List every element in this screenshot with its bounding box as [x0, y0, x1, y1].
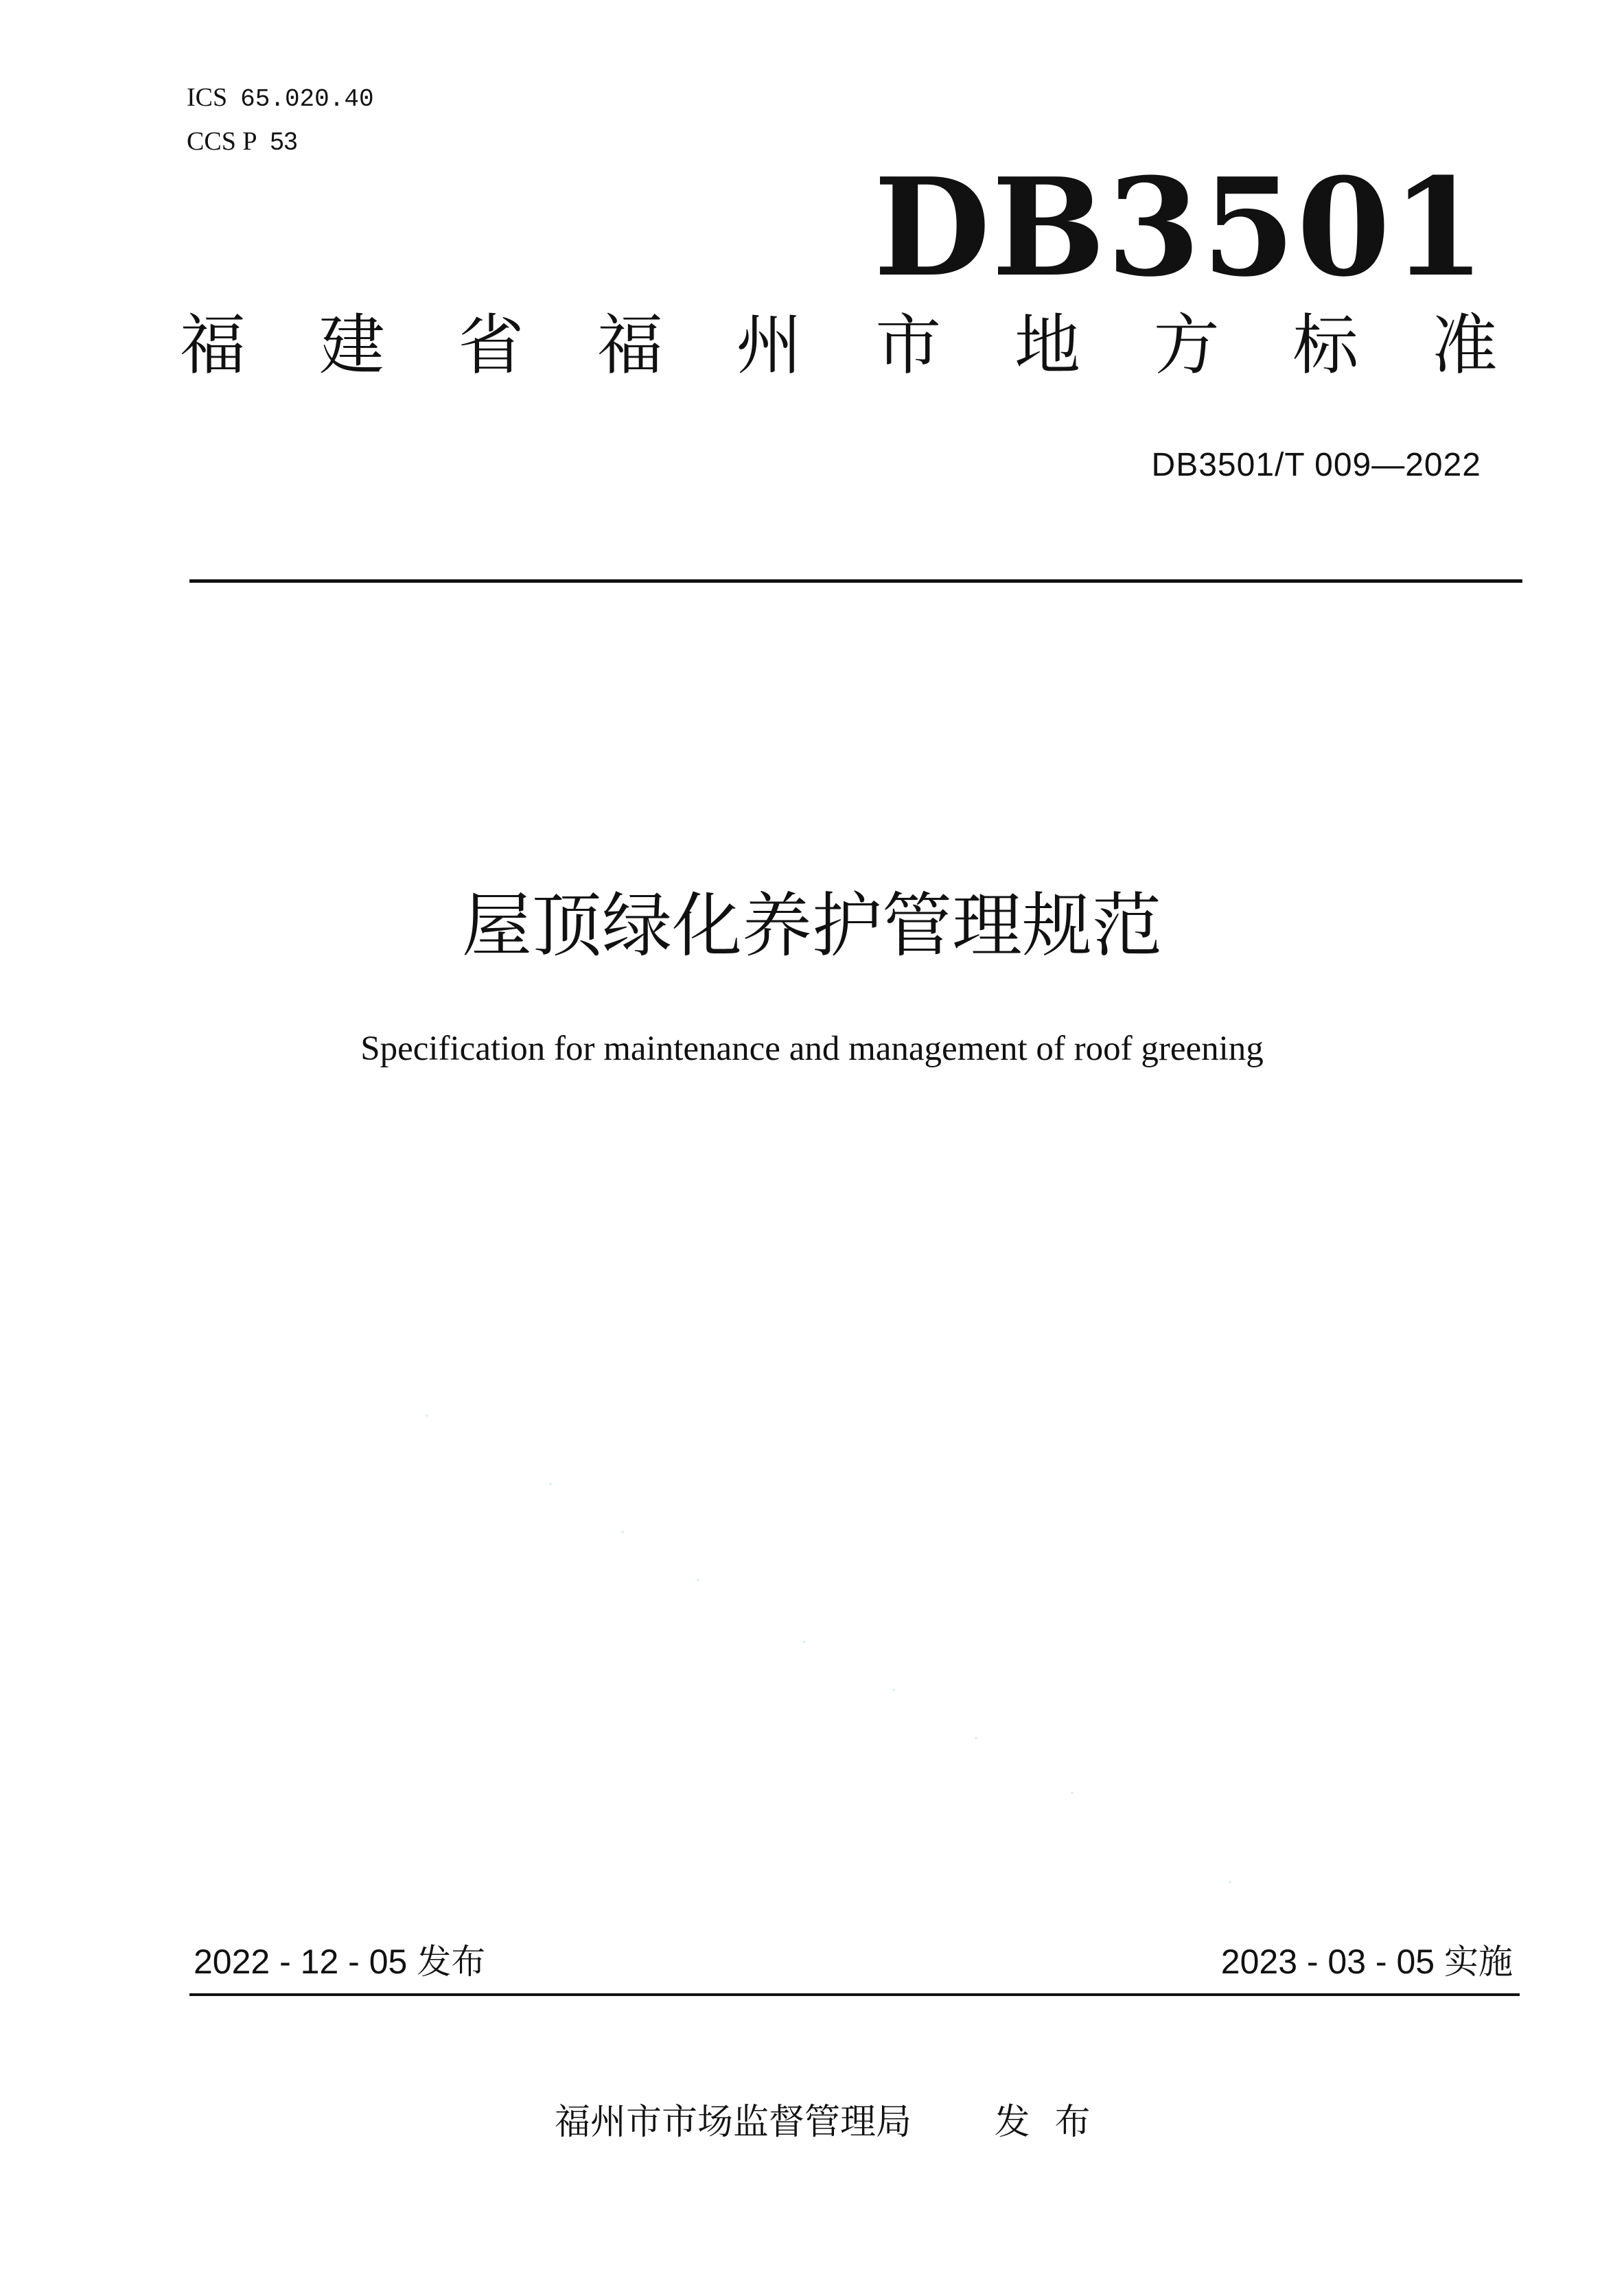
standard-class-char: 州: [736, 307, 802, 384]
ccs-label: CCS P: [187, 127, 257, 156]
issue-label: 发布: [417, 1942, 486, 1982]
ics-code: 65.020.40: [240, 85, 374, 113]
issue-date: 2022 - 12 - 05: [194, 1943, 408, 1981]
standard-class-char: 标: [1292, 307, 1359, 384]
standard-class-char: 省: [458, 307, 524, 384]
standard-class-char: 建: [318, 307, 385, 384]
standard-class-char: 福: [596, 307, 663, 384]
standard-class-char: 福: [180, 307, 246, 384]
implement-date: 2023 - 03 - 05: [1220, 1943, 1435, 1981]
issuer-line: [555, 2100, 1115, 2144]
title-chinese: 屋顶绿化养护管理规范: [462, 885, 1162, 967]
issuer-name: 福州市市场监督管理局: [555, 2102, 912, 2143]
implement-date-line: [1221, 1940, 1513, 1984]
implement-label: 实施: [1444, 1942, 1513, 1982]
ics-code-line: [187, 81, 374, 116]
top-divider: [189, 579, 1522, 583]
issue-date-line: [194, 1940, 485, 1984]
db3501-logo: DB3501: [873, 149, 1487, 307]
title-english: Specification for maintenance and management of roof greening: [360, 1030, 1264, 1068]
standard-class-char: 地: [1014, 307, 1080, 384]
issuer-action: 发布: [994, 2102, 1115, 2143]
standard-class-char: 市: [875, 307, 942, 384]
standard-number: DB3501/T 009—2022: [1151, 447, 1481, 483]
ics-label: ICS: [187, 83, 228, 112]
ccs-code: 53: [270, 127, 298, 155]
bottom-divider: [189, 1993, 1520, 1996]
ccs-code-line: [187, 125, 298, 158]
standard-class-heading: [180, 308, 1498, 383]
standard-class-char: 方: [1153, 307, 1220, 384]
standard-class-char: 准: [1431, 307, 1498, 384]
